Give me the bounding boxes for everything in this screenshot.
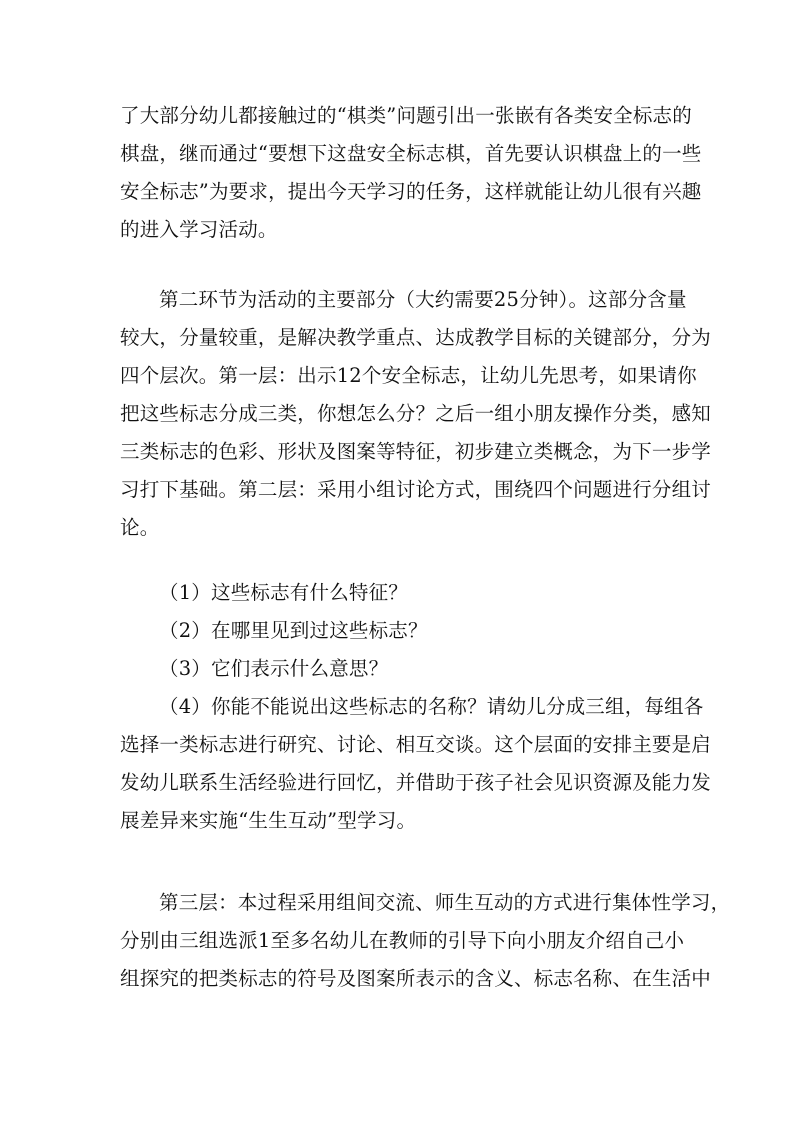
text-line: 三类标志的色彩、形状及图案等特征，初步建立类概念，为下一步学 — [120, 440, 712, 463]
question-item: （4）你能不能说出这些标志的名称？请幼儿分成三组，每组各 — [159, 695, 704, 718]
text-line: 论。 — [120, 516, 160, 539]
question-item: （2）在哪里见到过这些标志？ — [159, 619, 428, 642]
text-line: 的进入学习活动。 — [120, 218, 278, 241]
text-line: 展差异来实施“生生互动”型学习。 — [120, 809, 417, 832]
text-line: 四个层次。第一层：出示12个安全标志，让幼儿先思考，如果请你 — [120, 364, 697, 387]
text-line: 选择一类标志进行研究、讨论、相互交谈。这个层面的安排主要是启 — [120, 733, 712, 756]
text-line: 分别由三组选派1至多名幼儿在教师的引导下向小朋友介绍自己小 — [120, 929, 685, 952]
text-line: 习打下基础。第二层：采用小组讨论方式，围绕四个问题进行分组讨 — [120, 478, 712, 501]
text-line: 安全标志”为要求，提出今天学习的任务，这样就能让幼儿很有兴趣 — [120, 180, 702, 203]
text-line: 较大，分量较重，是解决教学重点、达成教学目标的关键部分，分为 — [120, 326, 712, 349]
text-line: 棋盘，继而通过“要想下这盘安全标志棋，首先要认识棋盘上的一些 — [120, 142, 702, 165]
paragraph-second-stage — [120, 281, 712, 547]
paragraph-third-layer — [120, 884, 731, 998]
text-line: 发幼儿联系生活经验进行回忆，并借助于孩子社会见识资源及能力发 — [120, 771, 712, 794]
text-line: 了大部分幼儿都接触过的“棋类”问题引出一张嵌有各类安全标志的 — [120, 104, 692, 127]
paragraph-intro-continuation — [120, 97, 702, 249]
text-line: 第二环节为活动的主要部分（大约需要25分钟）。这部分含量 — [159, 288, 687, 311]
question-item: （3）它们表示什么意思？ — [159, 657, 389, 680]
question-item: （1）这些标志有什么特征？ — [159, 581, 409, 604]
text-line: 第三层：本过程采用组间交流、师生互动的方式进行集体性学习， — [159, 891, 731, 914]
paragraph-questions — [120, 574, 712, 840]
text-line: 组探究的把类标志的符号及图案所表示的含义、标志名称、在生活中 — [120, 967, 712, 990]
text-line: 把这些标志分成三类，你想怎么分？之后一组小朋友操作分类，感知 — [120, 402, 712, 425]
